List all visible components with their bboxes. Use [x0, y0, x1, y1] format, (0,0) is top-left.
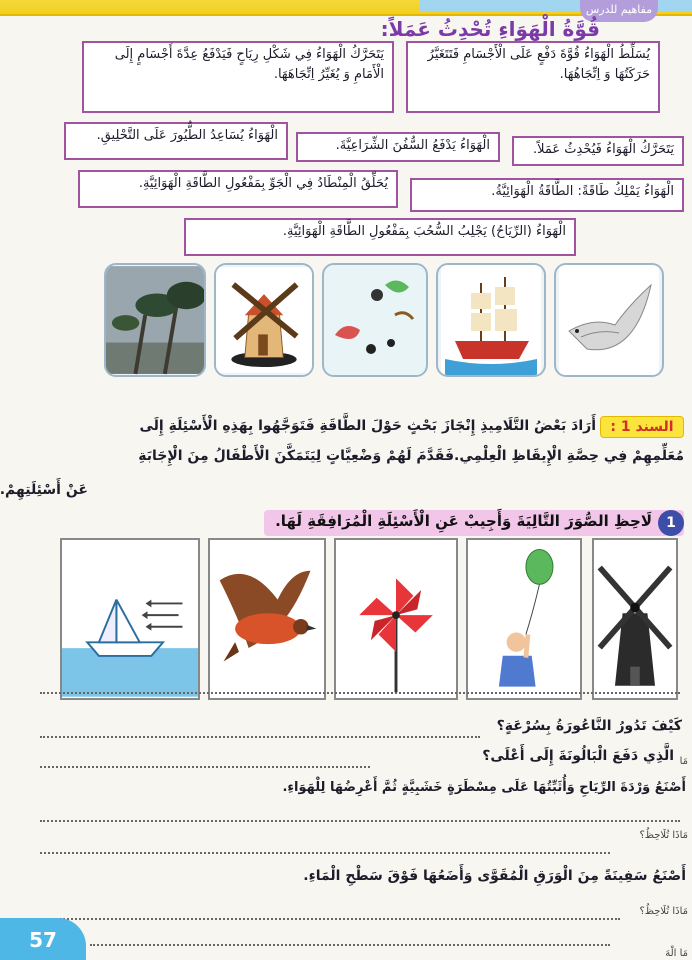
answer-line[interactable]: [40, 736, 480, 738]
question-1-text: لَاحِظِ الصُّوَرَ التَّالِيَةَ وَأَجِيبْ عَنِ الْأَسْئِلَةِ الْمُرَافِقَةِ لَهَا.: [275, 512, 652, 530]
balloon-child-picture: [466, 538, 582, 700]
ship-icon: [438, 265, 544, 375]
answer-line[interactable]: [40, 766, 370, 768]
pinwheel-icon: [336, 540, 456, 698]
storm-trees-icon: [106, 265, 204, 375]
concept-text-3: يَتَحَرَّكُ الْهَوَاءُ فَيُحْدِثُ عَمَلاً.: [533, 142, 674, 157]
section-title: قُوَّةُ الْهَوَاءِ تُحْدِثُ عَمَلاً:: [380, 17, 600, 41]
paper-boat-picture: [60, 538, 200, 700]
dove-icon: [556, 265, 662, 375]
instruction-boat: أَصْنَعُ سَفِينَةً مِنَ الْوَرَقِ الْمُقَوَّى وَأَضَعُهَا فَوْقَ سَطْحِ الْمَاءِ.: [303, 868, 686, 884]
sanad-line-1: أَرَادَ بَعْضُ التَّلَامِيذِ إِنْجَازَ بَحْثٍ حَوْلَ الطَّاقَةِ فَتَوَجَّهُوا بِهَذِهِ الْأَسْئِلَةِ إِلَى: [139, 418, 596, 434]
paper-boat-icon: [62, 540, 198, 698]
concept-text-4: الْهَوَاءُ يَدْفَعُ السُّفُنَ الشِّرَاعِيَّةَ.: [335, 138, 490, 153]
section-badge: مفاهيم للدرس: [580, 0, 658, 22]
sanad-label: السند 1 :: [600, 416, 684, 438]
windmill-drawing-icon: [594, 540, 676, 698]
sanad-line-2: مُعَلِّمِهِمْ فِي حِصَّةِ الْإِيقَاظِ الْعِلْمِي.فَقَدَّمَ لَهُمْ وَضْعِيَّاتٍ لِيَتَمَكَّنَ الْأَطْفَالُ مِنَ الْإِجَابَةِ: [138, 448, 684, 464]
concept-box-5: [64, 122, 288, 160]
concept-box-2: [82, 41, 394, 113]
question-balloon: الَّذِي دَفَعَ الْبَالُونَةَ إِلَى أَعْلَى؟: [482, 748, 674, 764]
concept-box-6: [410, 178, 684, 212]
concept-box-8: [184, 218, 576, 256]
answer-line[interactable]: [90, 944, 610, 946]
storm-trees-photo: [104, 263, 206, 377]
windmill-photo: [214, 263, 314, 377]
windmill-picture: [592, 538, 678, 700]
answer-line[interactable]: [40, 692, 680, 694]
concept-text-8: الْهَوَاءُ (الرِّيَاحُ) يَجْلِبُ السُّحُبَ بِمَفْعُولِ الطَّاقَةِ الْهَوَائِيَّةِ.: [282, 224, 566, 239]
balloon-icon: [468, 540, 580, 698]
concept-box-3: [512, 136, 684, 166]
sailing-ship-photo: [436, 263, 546, 377]
leaves-icon: [324, 265, 426, 375]
concept-box-7: [78, 170, 398, 208]
concept-text-5: الْهَوَاءُ يُسَاعِدُ الطُّيُورَ عَلَى التَّحْلِيقِ.: [96, 128, 278, 143]
pinwheel-picture: [334, 538, 458, 700]
concept-text-6: الْهَوَاءُ يَمْلِكُ طَاقَةً: الطَّاقَةُ الْهَوَائِيَّةُ.: [491, 184, 674, 199]
answer-line[interactable]: [60, 918, 620, 920]
answer-line[interactable]: [40, 852, 610, 854]
answer-line[interactable]: [40, 820, 680, 822]
concept-box-4: [296, 132, 500, 162]
question-pinwheel: كَيْفَ تَدُورُ النَّاعُورَةُ بِسُرْعَةٍ؟: [496, 718, 682, 734]
dove-photo: [554, 263, 664, 377]
flying-leaves-photo: [322, 263, 428, 377]
concept-box-1: [406, 41, 660, 113]
bird-icon: [210, 540, 324, 698]
question-number: 1: [658, 510, 684, 536]
question-last-prefix: مَا الْهَ: [665, 948, 688, 959]
concept-text-7: يُحَلِّقُ الْمِنْطَادُ فِي الْجَوِّ بِمَفْعُولِ الطَّاقَةِ الْهَوَائِيَّةِ.: [138, 176, 388, 191]
question-1-header: [264, 510, 684, 536]
page-number: 57: [0, 918, 86, 960]
windmill-icon: [216, 265, 312, 375]
question-observe-2: مَاذَا تُلَاحِظُ؟: [639, 906, 688, 917]
question-balloon-prefix: مَا: [679, 756, 688, 767]
sanad-line-3: عَنْ أَسْئِلَتِهِمْ.: [0, 482, 88, 498]
instruction-pinwheel: أَصْنَعُ وَرْدَةَ الرِّيَاحِ وَأُثَبِّتُهَا عَلَى مِسْطَرَةٍ خَشَبِيَّةٍ ثُمَّ أَعْرِضُهَا لِلْهَوَاءِ.: [282, 780, 686, 795]
question-observe-1: مَاذَا تُلَاحِظُ؟: [639, 830, 688, 841]
bird-picture: [208, 538, 326, 700]
concept-text-1: يُسَلِّطُ الْهَوَاءُ قُوَّةَ دَفْعٍ عَلَى الْأَجْسَامِ فَتَتَغَيَّرُ حَرَكَتُهَا وَ اِتِّجَاهُهَا.: [427, 47, 650, 82]
concept-text-2: يَتَحَرَّكُ الْهَوَاءُ فِي شَكْلِ رِيَاحٍ فَيَدْفَعُ عِدَّةَ أَجْسَامٍ إِلَى الْأَمَامِ وَ يُغَيِّرُ اِتِّجَاهَهَا.: [114, 47, 384, 82]
